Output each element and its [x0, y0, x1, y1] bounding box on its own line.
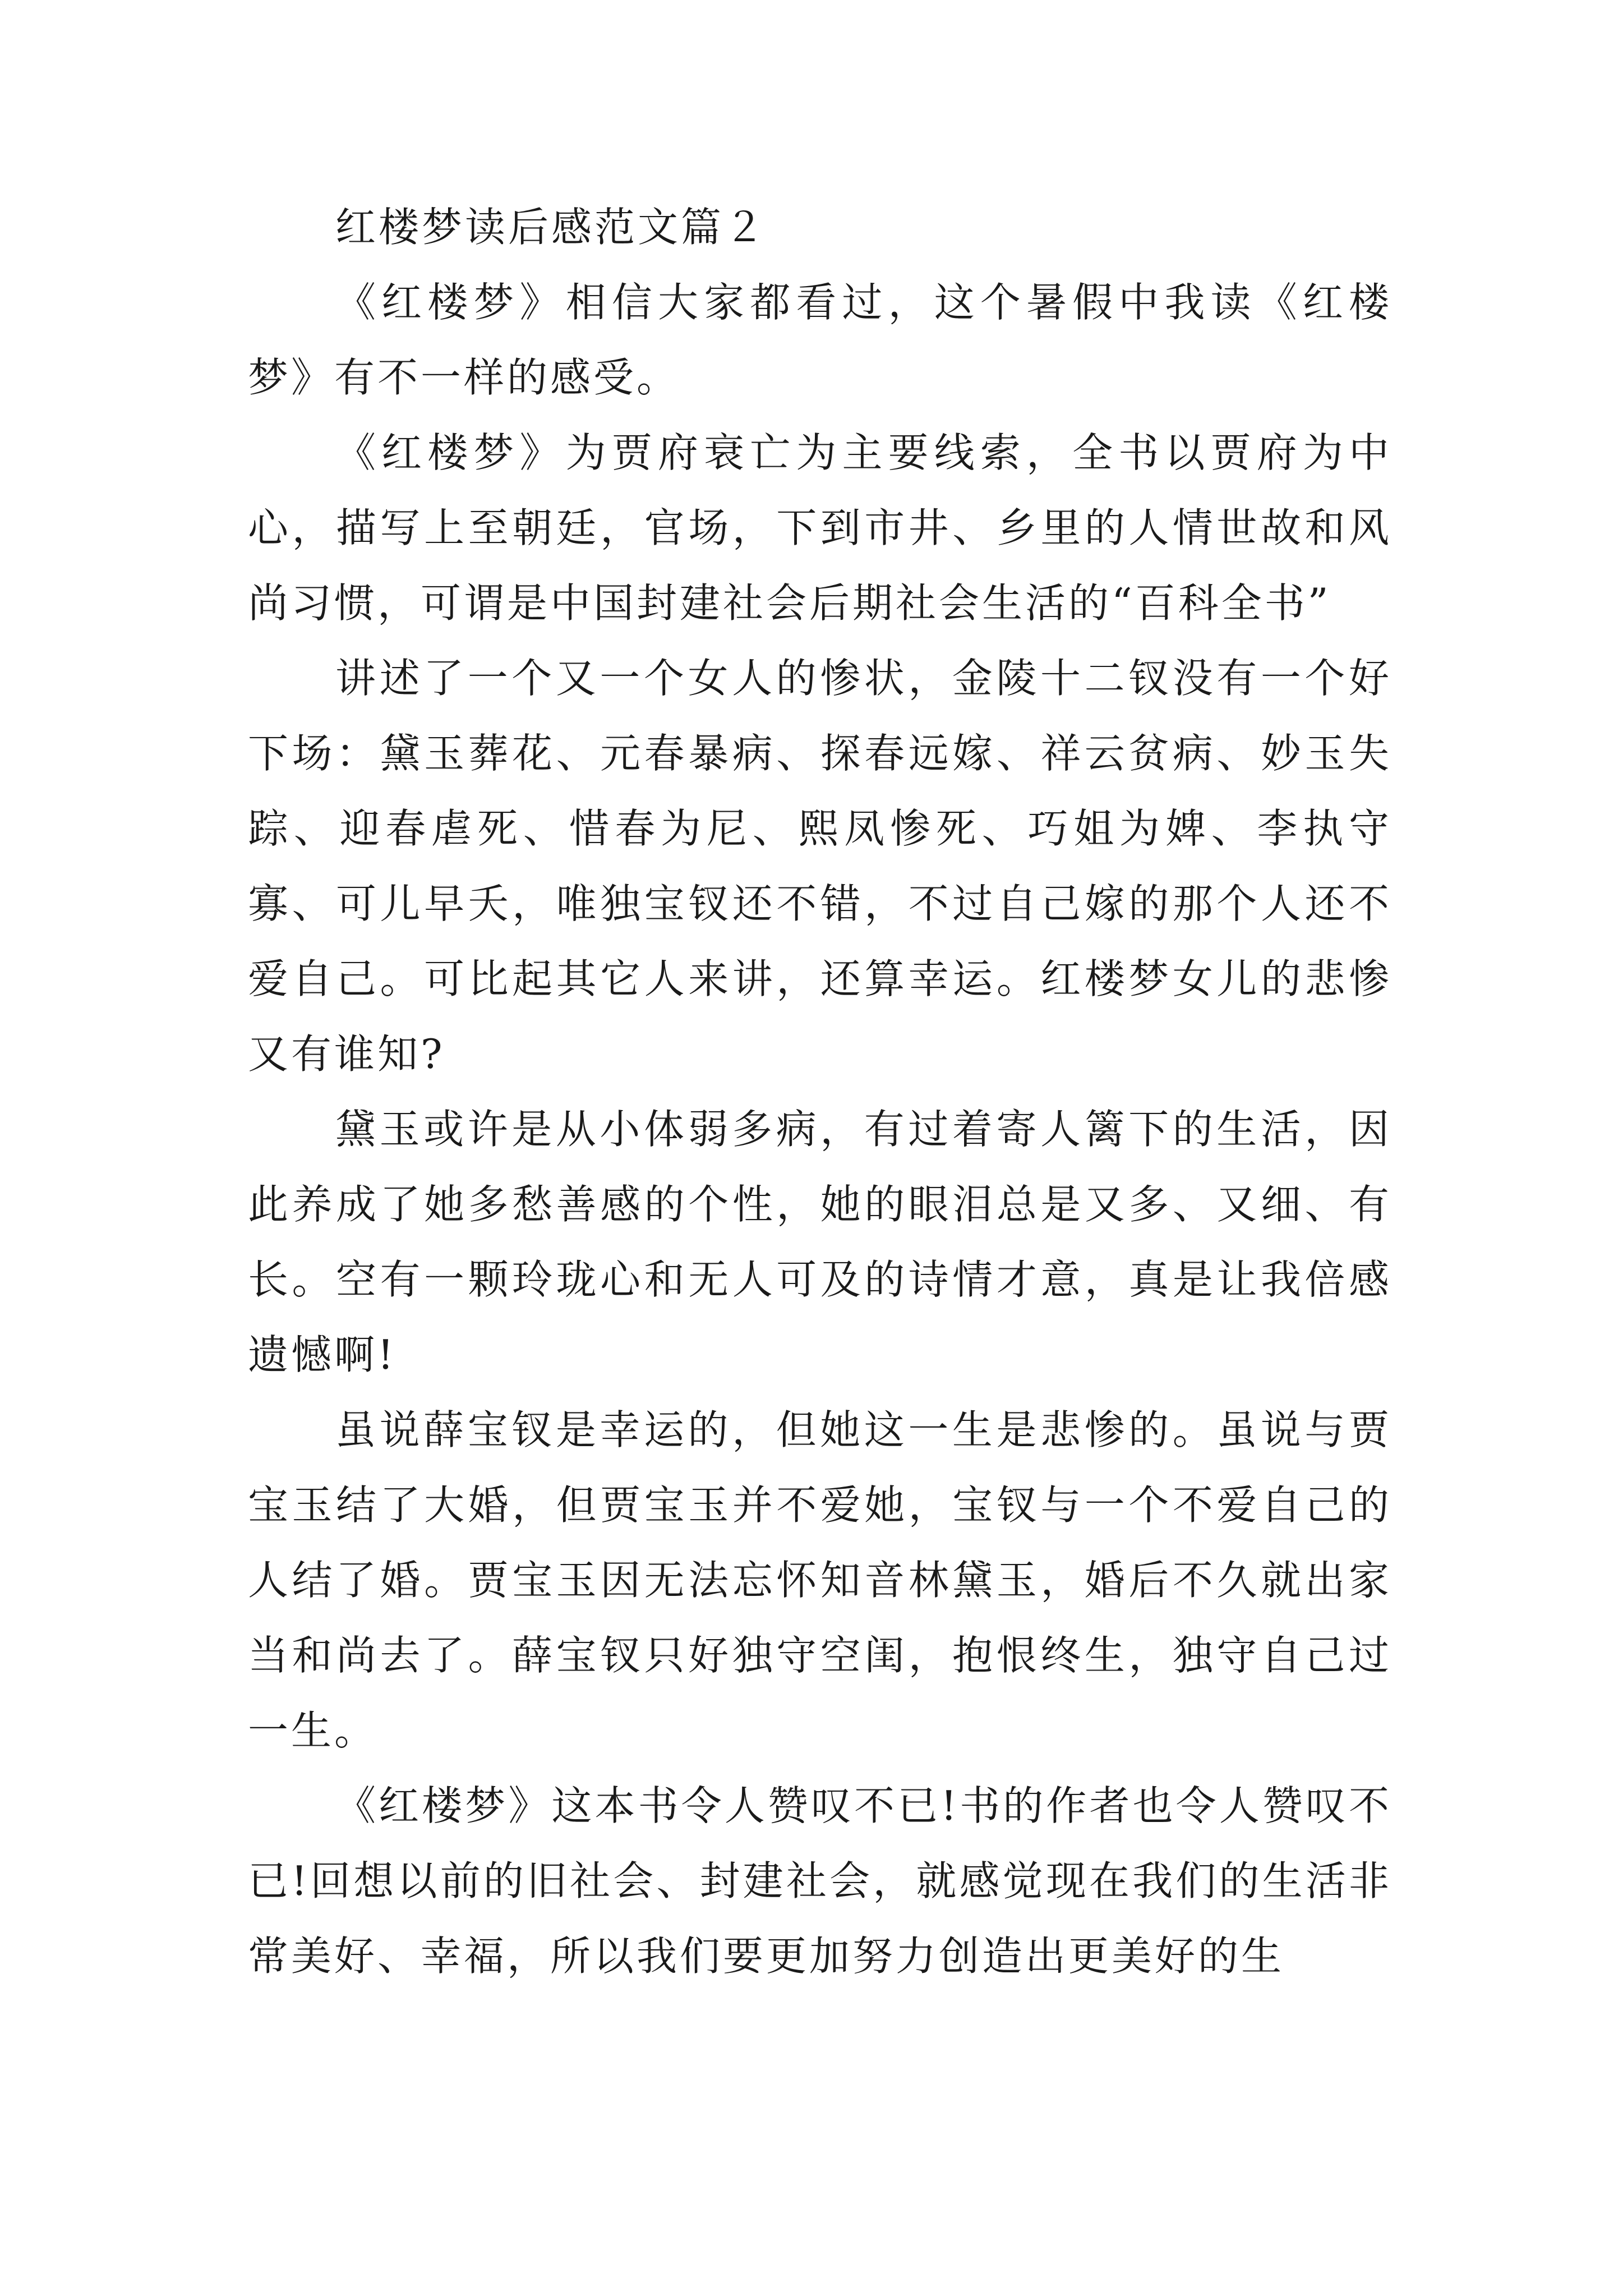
paragraph-4: 黛玉或许是从小体弱多病，有过着寄人篱下的生活，因此养成了她多愁善感的个性，她的眼泪总是又多、又细、有长。空有一颗玲珑心和无人可及的诗情才意，真是让我倍感遗憾啊! — [248, 1106, 1392, 1378]
paragraph-1: 《红楼梦》相信大家都看过，这个暑假中我读《红楼梦》有不一样的感受。 — [248, 279, 1392, 401]
paragraph-6: 《红楼梦》这本书令人赞叹不已!书的作者也令人赞叹不已!回想以前的旧社会、封建社会，就感觉现在我们的生活非常美好、幸福，所以我们要更加努力创造出更美好的生 — [248, 1782, 1392, 1980]
paragraph-3: 讲述了一个又一个女人的惨状，金陵十二钗没有一个好下场：黛玉葬花、元春暴病、探春远嫁、祥云贫病、妙玉失踪、迎春虐死、惜春为尼、熙凤惨死、巧姐为婢、李执守寡、可儿早夭，唯独宝钗还不错，不过自己嫁的那个人还不爱自己。可比起其它人来讲，还算幸运。红楼梦女儿的悲惨又有谁知? — [248, 655, 1392, 1078]
document-title: 红楼梦读后感范文篇２ — [335, 204, 768, 251]
paragraph-2: 《红楼梦》为贾府衰亡为主要线索，全书以贾府为中心，描写上至朝廷，官场，下到市井、乡里的人情世故和风尚习惯，可谓是中国封建社会后期社会生活的“百科全书” — [248, 429, 1392, 627]
document-body — [248, 190, 1392, 1994]
paragraph-5: 虽说薛宝钗是幸运的，但她这一生是悲惨的。虽说与贾宝玉结了大婚，但贾宝玉并不爱她，宝钗与一个不爱自己的人结了婚。贾宝玉因无法忘怀知音林黛玉，婚后不久就出家当和尚去了。薛宝钗只好独守空闺，抱恨终生，独守自己过一生。 — [248, 1406, 1392, 1754]
